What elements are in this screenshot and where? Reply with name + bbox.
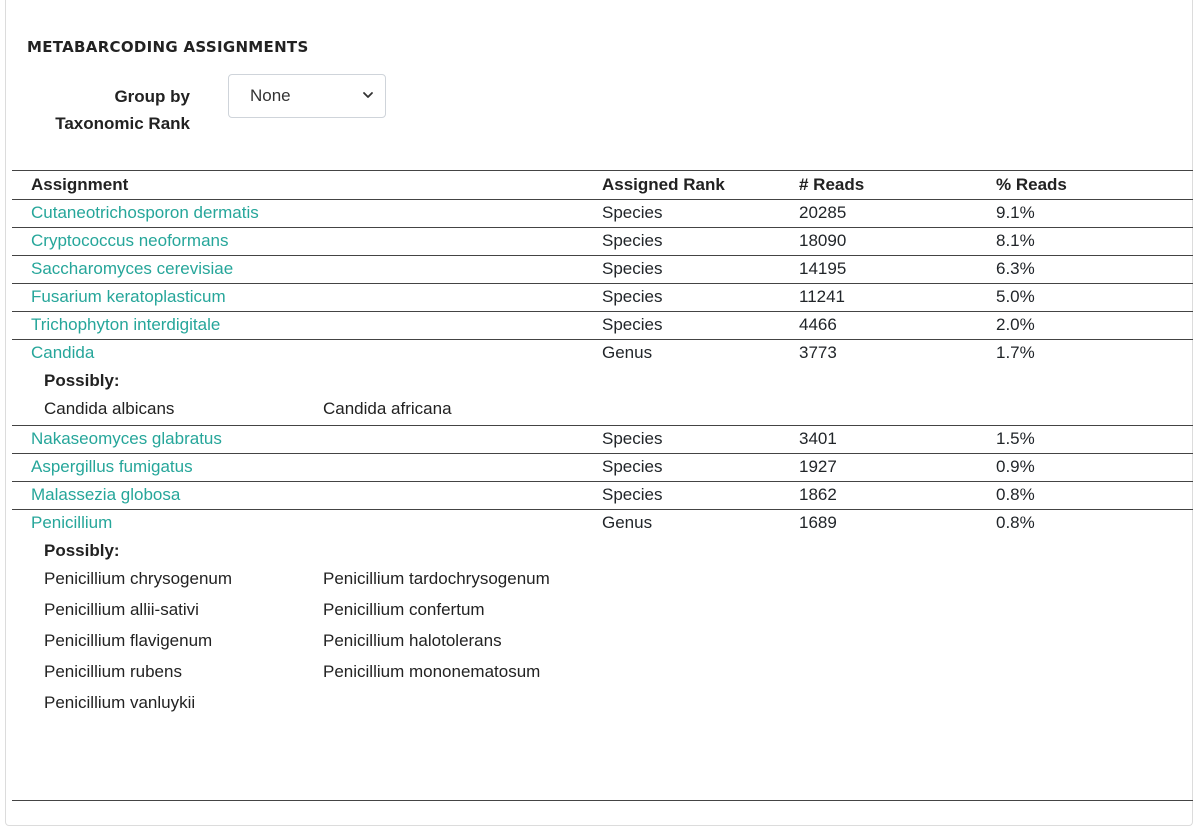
chevron-down-icon: [361, 88, 375, 102]
assignment-cell: [12, 510, 602, 720]
pct-reads-cell: 8.1%: [996, 228, 1193, 256]
group-by-selected-value: None: [250, 86, 291, 105]
possibly-item: Penicillium halotolerans: [323, 631, 502, 650]
rank-cell: Genus: [602, 340, 799, 426]
assignment-link[interactable]: Penicillium: [31, 513, 113, 532]
assignment-link[interactable]: Saccharomyces cerevisiae: [31, 259, 234, 278]
group-by-label: Group by Taxonomic Rank: [55, 87, 190, 133]
table-row: [12, 454, 1193, 482]
reads-cell: 1927: [799, 454, 996, 482]
possibly-item: Penicillium chrysogenum: [44, 569, 233, 588]
assignment-cell: [12, 482, 602, 510]
header-reads: # Reads: [799, 171, 996, 200]
table-row: [12, 510, 1193, 720]
assignment-cell: [12, 284, 602, 312]
assignment-link[interactable]: Fusarium keratoplasticum: [31, 287, 226, 306]
table-row: [12, 482, 1193, 510]
table-bottom-rule: [12, 800, 1193, 801]
possibly-block: [31, 536, 602, 719]
table-row: [12, 228, 1193, 256]
rank-cell: Species: [602, 256, 799, 284]
reads-cell: 1862: [799, 482, 996, 510]
rank-cell: Species: [602, 284, 799, 312]
rank-cell: Species: [602, 426, 799, 454]
assignment-link[interactable]: Trichophyton interdigitale: [31, 315, 221, 334]
possibly-item: Candida albicans: [44, 399, 175, 418]
rank-cell: Genus: [602, 513, 653, 532]
table-row: [12, 312, 1193, 340]
pct-reads-cell: 0.8%: [996, 513, 1035, 532]
table-row: [12, 284, 1193, 312]
reads-cell: 20285: [799, 200, 996, 228]
assignment-cell: [12, 312, 602, 340]
reads-cell: 18090: [799, 228, 996, 256]
assignment-cell: [12, 228, 602, 256]
pct-reads-cell: 0.9%: [996, 454, 1193, 482]
possibly-list: [44, 394, 602, 425]
possibly-item: Penicillium rubens: [44, 662, 182, 681]
possibly-list: [44, 564, 602, 719]
possibly-label: Possibly:: [44, 541, 120, 560]
assignment-cell: [12, 256, 602, 284]
pct-reads-cell: 2.0%: [996, 312, 1193, 340]
possibly-item: Penicillium vanluykii: [44, 693, 196, 712]
assignments-table: [12, 170, 1193, 719]
pct-reads-cell: 6.3%: [996, 256, 1193, 284]
assignment-cell: [12, 340, 602, 426]
reads-cell: 14195: [799, 256, 996, 284]
assignment-link[interactable]: Malassezia globosa: [31, 485, 181, 504]
pct-reads-cell: 9.1%: [996, 200, 1193, 228]
header-assigned-rank: Assigned Rank: [602, 171, 799, 200]
pct-reads-cell: 1.5%: [996, 426, 1193, 454]
table-row: [12, 340, 1193, 426]
possibly-item: Candida africana: [323, 399, 452, 418]
pct-reads-cell: 0.8%: [996, 482, 1193, 510]
possibly-item: Penicillium confertum: [323, 600, 485, 619]
assignment-cell: [12, 454, 602, 482]
table-header-row: [12, 171, 1193, 200]
assignment-cell: [12, 426, 602, 454]
possibly-item: Penicillium allii-sativi: [44, 600, 199, 619]
assignment-link[interactable]: Cutaneotrichosporon dermatis: [31, 203, 259, 222]
group-by-select[interactable]: [228, 74, 386, 118]
possibly-label: Possibly:: [44, 371, 120, 390]
assignment-link[interactable]: Nakaseomyces glabratus: [31, 429, 222, 448]
assignment-link[interactable]: Aspergillus fumigatus: [31, 457, 193, 476]
possibly-block: [31, 366, 602, 425]
header-pct-reads: % Reads: [996, 171, 1193, 200]
section-title: METABARCODING ASSIGNMENTS: [27, 38, 309, 56]
reads-cell: 3773: [799, 340, 996, 426]
table-row: [12, 200, 1193, 228]
assignment-link[interactable]: Cryptococcus neoformans: [31, 231, 229, 250]
table-row: [12, 426, 1193, 454]
pct-reads-cell: 1.7%: [996, 340, 1193, 426]
pct-reads-cell: 5.0%: [996, 284, 1193, 312]
rank-cell: Species: [602, 312, 799, 340]
reads-cell: 3401: [799, 426, 996, 454]
reads-cell: 4466: [799, 312, 996, 340]
rank-cell: Species: [602, 200, 799, 228]
possibly-item: Penicillium mononematosum: [323, 662, 541, 681]
assignment-cell: [12, 200, 602, 228]
reads-cell: 1689: [799, 513, 837, 532]
table-row: [12, 256, 1193, 284]
rank-cell: Species: [602, 482, 799, 510]
possibly-item: Penicillium flavigenum: [44, 631, 213, 650]
header-assignment: Assignment: [12, 171, 602, 200]
assignment-link[interactable]: Candida: [31, 343, 95, 362]
possibly-item: Penicillium tardochrysogenum: [323, 569, 550, 588]
rank-cell: Species: [602, 454, 799, 482]
reads-cell: 11241: [799, 284, 996, 312]
rank-cell: Species: [602, 228, 799, 256]
